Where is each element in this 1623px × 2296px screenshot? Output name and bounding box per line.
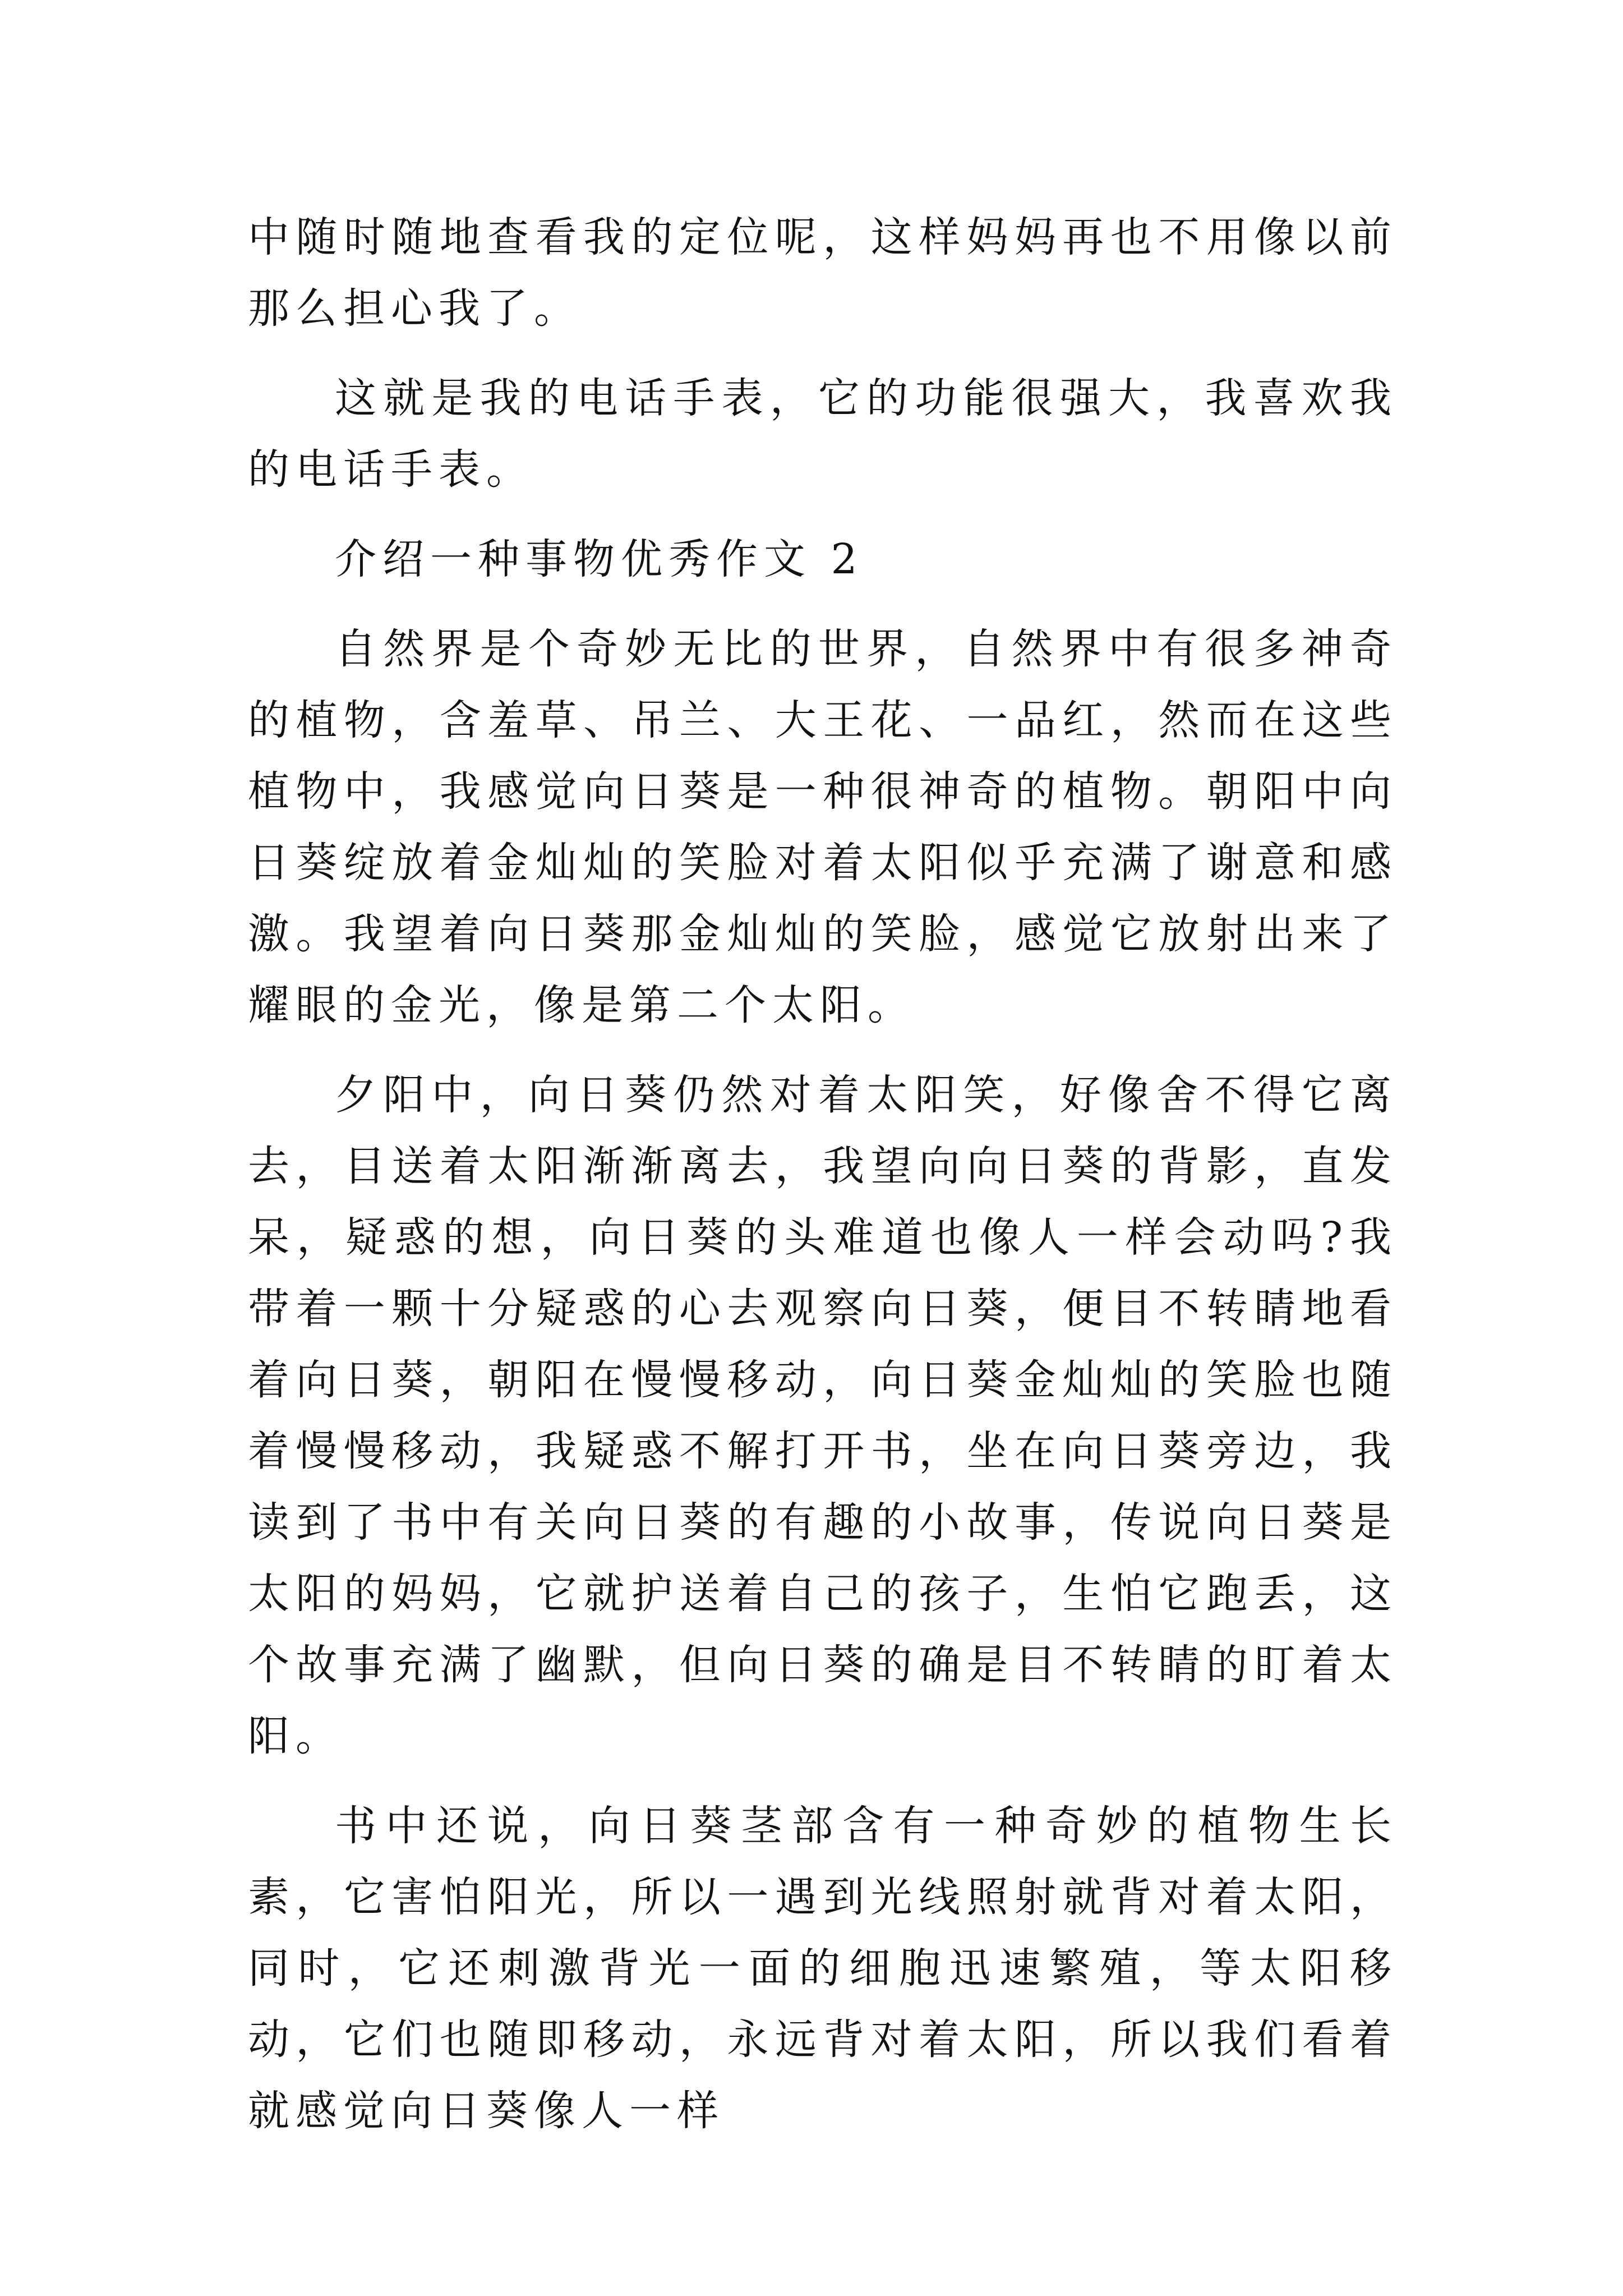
essay-heading: 介绍一种事物优秀作文 2 (335, 535, 864, 583)
paragraph-sunset-sunflower: 夕阳中，向日葵仍然对着太阳笑，好像舍不得它离去，目送着太阳渐渐离去，我望向向日葵的背影，直发呆，疑惑的想，向日葵的头难道也像人一样会动吗?我带着一颗十分疑惑的心去观察向日葵，便目不转睛地看着向日葵，朝阳在慢慢移动，向日葵金灿灿的笑脸也随着慢慢移动，我疑惑不解打开书，坐在向日葵旁边，我读到了书中有关向日葵的有趣的小故事，传说向日葵是太阳的妈妈，它就护送着自己的孩子，生怕它跑丢，这个故事充满了幽默，但向日葵的确是目不转睛的盯着太阳。 (248, 1071, 1398, 1760)
document-body (248, 202, 1398, 2165)
paragraph-nature-sunflower: 自然界是个奇妙无比的世界，自然界中有很多神奇的植物，含羞草、吊兰、大王花、一品红，然而在这些植物中，我感觉向日葵是一种很神奇的植物。朝阳中向日葵绽放着金灿灿的笑脸对着太阳似乎充满了谢意和感激。我望着向日葵那金灿灿的笑脸，感觉它放射出来了耀眼的金光，像是第二个太阳。 (248, 625, 1398, 1029)
paragraph-growth-hormone: 书中还说，向日葵茎部含有一种奇妙的植物生长素，它害怕阳光，所以一遇到光线照射就背对着太阳，同时，它还刺激背光一面的细胞迅速繁殖，等太阳移动，它们也随即移动，永远背对着太阳，所以我们看着就感觉向日葵像人一样 (248, 1802, 1398, 2135)
paragraph-continuation: 中随时随地查看我的定位呢，这样妈妈再也不用像以前那么担心我了。 (248, 213, 1398, 333)
paragraph-phone-watch-conclusion: 这就是我的电话手表，它的功能很强大，我喜欢我的电话手表。 (248, 374, 1398, 494)
